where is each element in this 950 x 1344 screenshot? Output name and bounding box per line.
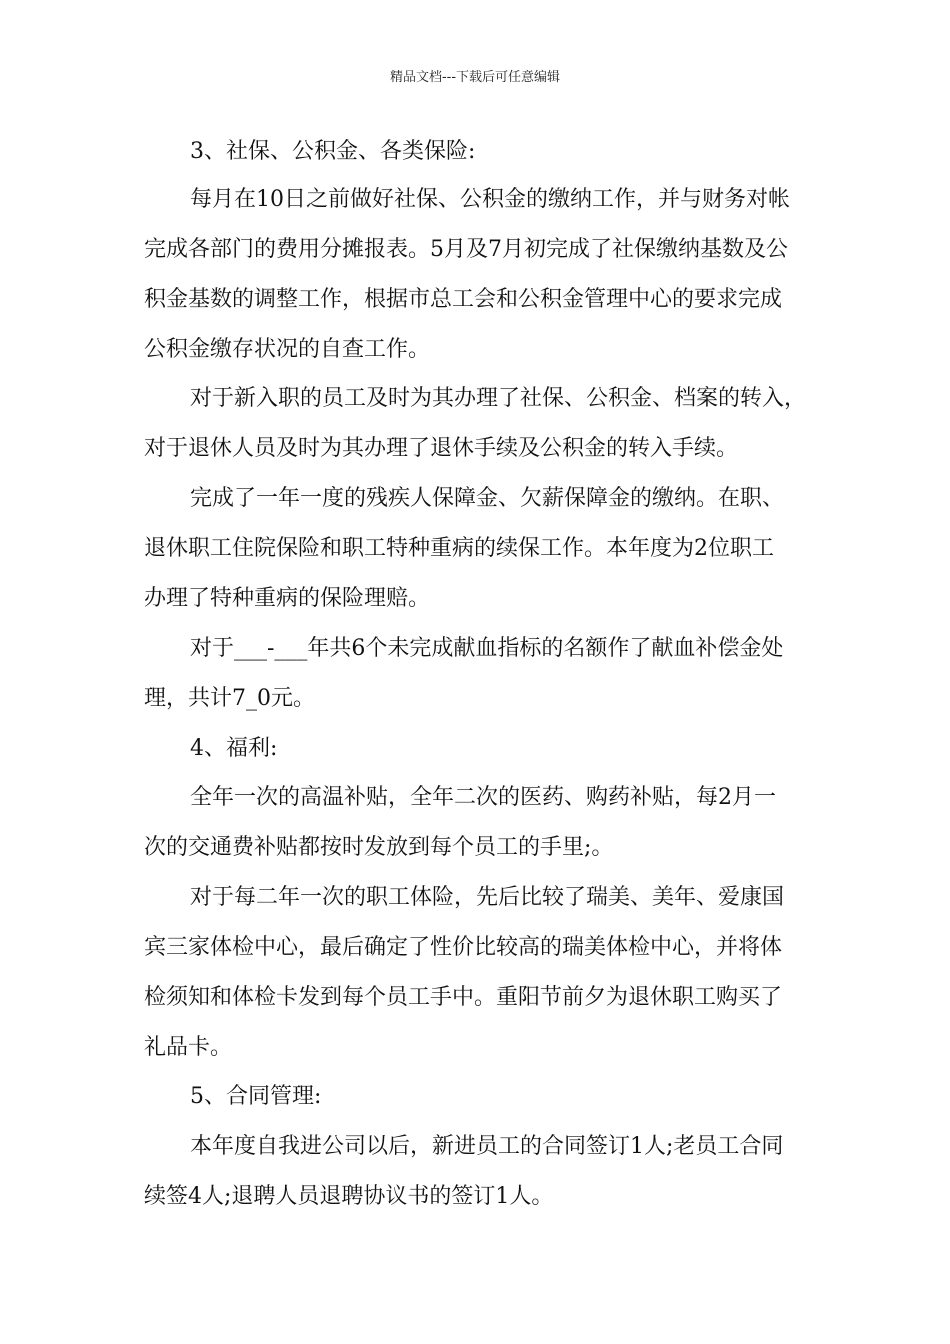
body-line: 次的交通费补贴都按时发放到每个员工的手里;。 (144, 835, 614, 860)
body-line: 完成了一年一度的残疾人保障金、欠薪保障金的缴纳。在职、 (190, 486, 785, 511)
body-line: 对于退休人员及时为其办理了退休手续及公积金的转入手续。 (144, 436, 739, 461)
body-line: 公积金缴存状况的自查工作。 (144, 337, 431, 362)
section-heading: 5、合同管理: (190, 1084, 322, 1109)
body-line: 对于新入职的员工及时为其办理了社保、公积金、档案的转入， (190, 386, 807, 411)
body-line: 对于每二年一次的职工体险，先后比较了瑞美、美年、爱康国 (190, 885, 785, 910)
section-heading: 4、福利: (190, 736, 278, 761)
body-line: 每月在10日之前做好社保、公积金的缴纳工作，并与财务对帐 (190, 187, 790, 212)
body-line: 理，共计7_0元。 (144, 686, 315, 711)
body-line: 退休职工住院保险和职工特种重病的续保工作。本年度为2位职工 (144, 536, 774, 561)
body-line: 办理了特种重病的保险理赔。 (144, 586, 431, 611)
body-line: 本年度自我进公司以后，新进员工的合同签订1人;老员工合同 (190, 1134, 784, 1159)
body-line: 完成各部门的费用分摊报表。5月及7月初完成了社保缴纳基数及公 (144, 237, 788, 262)
section-heading: 3、社保、公积金、各类保险: (190, 139, 476, 164)
body-line: 检须知和体检卡发到每个员工手中。重阳节前夕为退休职工购买了 (144, 985, 783, 1010)
body-line: 对于___-___年共6个未完成献血指标的名额作了献血补偿金处 (190, 636, 784, 661)
body-line: 宾三家体检中心，最后确定了性价比较高的瑞美体检中心，并将体 (144, 935, 783, 960)
page-header: 精品文档---下载后可任意编辑 (389, 70, 561, 85)
body-line: 积金基数的调整工作，根据市总工会和公积金管理中心的要求完成 (144, 287, 783, 312)
body-line: 全年一次的高温补贴，全年二次的医药、购药补贴，每2月一 (190, 785, 776, 810)
body-line: 礼品卡。 (144, 1035, 233, 1060)
body-line: 续签4人;退聘人员退聘协议书的签订1人。 (144, 1184, 554, 1209)
